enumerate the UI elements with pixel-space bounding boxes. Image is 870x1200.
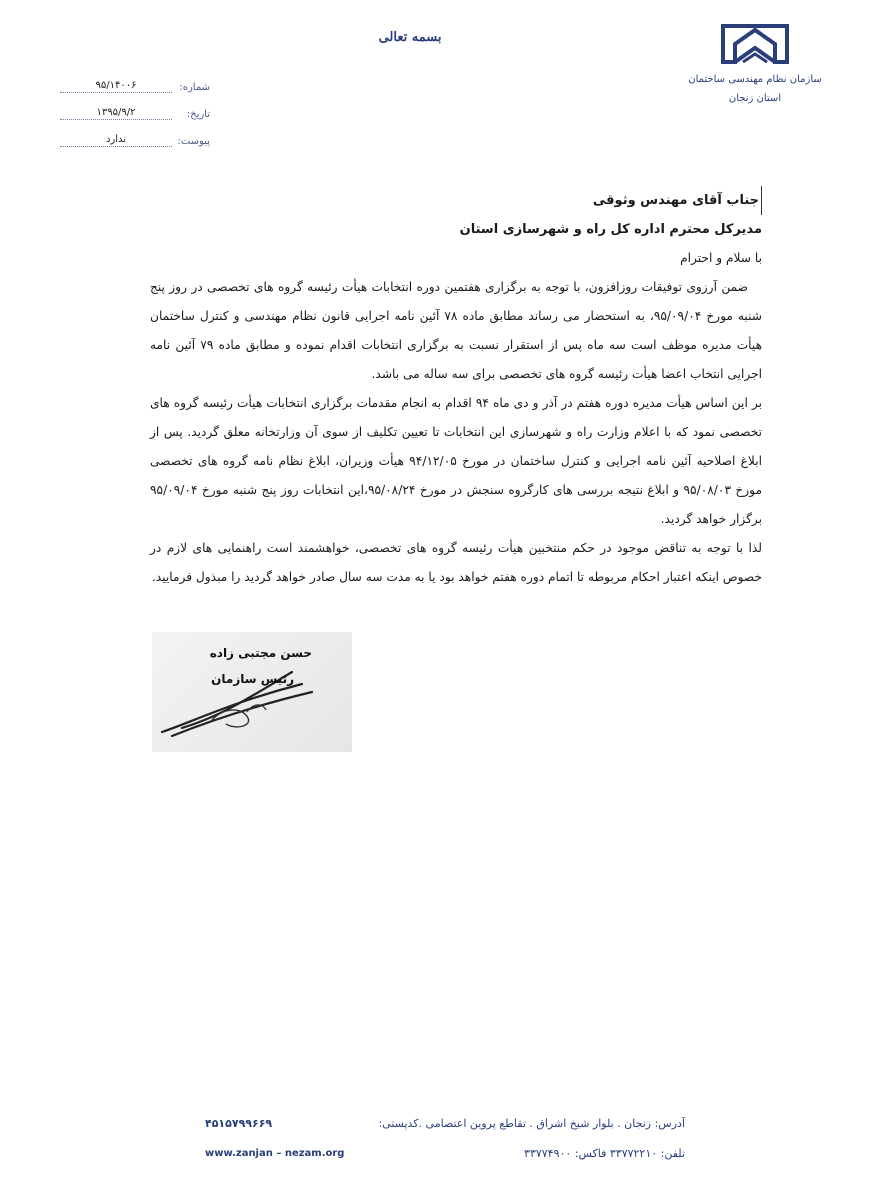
- letterhead-footer: [205, 1108, 685, 1168]
- organization-name: سازمان نظام مهندسی ساختمان: [688, 74, 822, 85]
- meta-date-label: تاریخ:: [186, 109, 210, 120]
- meta-number-label: شماره:: [179, 82, 210, 93]
- meta-number-value: ۹۵/۱۴۰۰۶: [60, 80, 172, 93]
- recipient-name: جناب آقای مهندس وثوقی: [593, 186, 762, 215]
- paragraph-3: لذا با توجه به تناقض موجود در حکم منتخبین هیأت رئیسه گروه های تخصصی، خواهشمند است راهنمایی های لازم در خصوص اینکه اعتبار احکام مربوطه تا اتمام دوره هفتم خواهد بود یا به مدت سه سال صادر خواهد گردید را مبذول فرمایید.: [150, 541, 762, 584]
- footer-address-line: [205, 1108, 685, 1138]
- meta-attachment-label: پیوست:: [177, 136, 210, 147]
- footer-contact-line: [205, 1138, 685, 1168]
- signatory-name: حسن مجتبی زاده: [209, 646, 312, 660]
- paragraph-1: ضمن آرزوی توفیقات روزافزون، با توجه به برگزاری هفتمین دوره انتخابات هیأت رئیسه گروه های تخصصی در روز پنج شنبه مورخ ۹۵/۰۹/۰۴، به استحضار می رساند مطابق ماده ۷۸ آئین نامه اجرایی قانون نظام مهندسی و کنترل ساختمان هیأت مدیره موظف است سه ماه پس از استقرار نسبت به برگزاری انتخابات اقدام نموده و مطابق ماده ۷۹ آئین نامه اجرایی انتخاب اعضا هیأت رئیسه گروه های تخصصی برای سه ساله می باشد.: [150, 280, 762, 381]
- signature-block: [152, 632, 352, 752]
- meta-attachment-row: [50, 120, 210, 147]
- basmala-heading: بسمه تعالی: [378, 30, 442, 45]
- meta-attachment-value: ندارد: [60, 134, 172, 147]
- meta-date-row: [50, 93, 210, 120]
- organization-logo-block: [680, 22, 830, 104]
- meta-number-row: [50, 66, 210, 93]
- footer-phones: تلفن: ۳۳۷۷۲۲۱۰ فاکس: ۳۳۷۷۴۹۰۰: [524, 1146, 685, 1160]
- footer-website: www.zanjan – nezam.org: [205, 1147, 345, 1159]
- footer-address: آدرس: زنجان . بلوار شیخ اشراق . تقاطع پروین اعتصامی .کدپستی:: [378, 1116, 685, 1130]
- letter-meta: [50, 66, 210, 147]
- organization-province: استان زنجان: [728, 93, 782, 104]
- meta-date-value: ۱۳۹۵/۹/۲: [60, 107, 172, 120]
- greeting: با سلام و احترام: [680, 251, 762, 265]
- footer-postal-code: ۴۵۱۵۷۹۹۶۶۹: [205, 1116, 273, 1130]
- organization-logo-icon: [719, 22, 791, 68]
- letter-body: [150, 186, 762, 592]
- paragraph-2: بر این اساس هیأت مدیره دوره هفتم در آذر و دی ماه ۹۴ اقدام به انجام مقدمات برگزاری انتخابات هیأت رئیسه گروه های تخصصی نمود که با اعلام وزارت راه و شهرسازی این انتخابات تا تعیین تکلیف از سوی آن وزارتخانه معلق گردید. پس از ابلاغ اصلاحیه آئین نامه اجرایی و کنترل ساختمان در مورخ ۹۴/۱۲/۰۵ هیأت وزیران، ابلاغ نظام نامه گروه های تخصصی مورخ ۹۵/۰۸/۰۳ و ابلاغ نتیجه بررسی های کارگروه سنجش در مورخ ۹۵/۰۸/۲۴،این انتخابات روز پنج شنبه مورخ ۹۵/۰۹/۰۴ برگزار خواهد گردید.: [150, 396, 763, 526]
- recipient-title: مدیرکل محترم اداره کل راه و شهرسازی استان: [459, 222, 762, 237]
- signatory-title: رئیس سازمان: [211, 672, 294, 686]
